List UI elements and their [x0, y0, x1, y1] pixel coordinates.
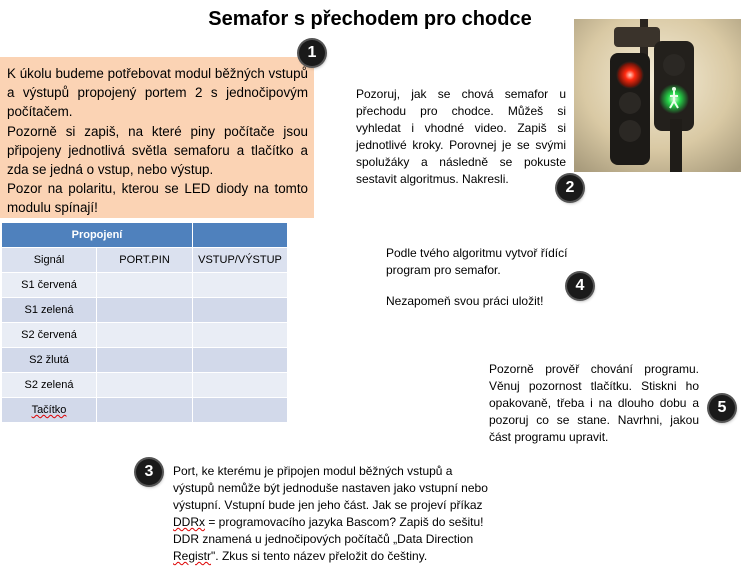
signal-cell: S1 červená [2, 273, 97, 298]
page-title: Semafor s přechodem pro chodce [208, 8, 532, 30]
task2-text: Pozoruj, jak se chová semafor u přechodu pro chodce. Můžeš si vyhledat i vhodné video. Zapiš si jednotlivé kroky. Porovnej je se svými spolužáky a následně se pokuste sestavit algoritmus. Nakresli. [356, 87, 566, 186]
step-badge-2: 2 [557, 175, 583, 201]
port-pin-cell[interactable] [97, 323, 193, 348]
port-pin-cell[interactable] [97, 373, 193, 398]
column-header-direction: VSTUP/VÝSTUP [193, 248, 288, 273]
step-badge-4: 4 [567, 273, 593, 299]
signal-cell [2, 398, 97, 423]
task1-paragraph-2: Pozorně si zapiš, na které piny počítače jsou připojeny jednotlivá světla semaforu a tlačítko a zda se jedná o vstup, nebo výstup. [7, 123, 308, 178]
step-badge-3: 3 [136, 459, 162, 485]
table-row [2, 298, 288, 323]
signal-cell: S2 červená [2, 323, 97, 348]
task4-text [386, 245, 586, 310]
task1-paragraph-3: Pozor na polaritu, kterou se LED diody na tomto modulu spínají! [7, 181, 308, 216]
port-pin-cell[interactable] [97, 348, 193, 373]
port-pin-cell[interactable] [97, 273, 193, 298]
signal-cell: S1 zelená [2, 298, 97, 323]
table-caption-blank [193, 223, 288, 248]
task4-line-1: Podle tvého algoritmu vytvoř řídící program pro semafor. [386, 246, 568, 277]
task4-line-2: Nezapomeň svou práci uložit! [386, 294, 544, 308]
traffic-light-photo [574, 19, 741, 172]
direction-cell[interactable] [193, 298, 288, 323]
column-header-signal: Signál [2, 248, 97, 273]
task1-paragraph-1: K úkolu budeme potřebovat modul běžných vstupů a výstupů propojený portem 2 s jednočipovým počítačem. [7, 66, 308, 120]
ddrx-command: DDRx [173, 515, 205, 529]
table-caption: Propojení [2, 223, 193, 248]
connection-table [1, 222, 288, 423]
direction-cell[interactable] [193, 273, 288, 298]
signal-cell: S2 zelená [2, 373, 97, 398]
table-row [2, 398, 288, 423]
task3-paragraph-2: DDR znamená u jednočipových počítačů „Data Direction Registr". Zkus si tento název přeložit do češtiny. [173, 532, 474, 563]
task3-paragraph-1: Port, ke kterému je připojen modul běžných vstupů a výstupů nemůže být jednoduše nastaven jako vstupní nebo výstupní. Vstupní bude jen jeho část. Jak se projeví příkaz DDRx = programovacího jazyka Bascom? Zapiš do sešitu! [173, 464, 488, 529]
direction-cell[interactable] [193, 373, 288, 398]
registr-word: Registr [173, 549, 212, 563]
step-badge-1: 1 [299, 40, 325, 66]
task5-text: Pozorně prověř chování programu. Věnuj pozornost tlačítku. Stiskni ho opakovaně, třeba i na dlouho dobu a pozoruj co se stane. Navrhni, jakou část programu upravit. [489, 362, 699, 444]
table-row [2, 373, 288, 398]
table-row [2, 273, 288, 298]
table-row [2, 323, 288, 348]
column-header-port-pin: PORT.PIN [97, 248, 193, 273]
button-signal-label: Tačítko [31, 404, 67, 416]
direction-cell[interactable] [193, 348, 288, 373]
table-row [2, 348, 288, 373]
signal-cell: S2 žlutá [2, 348, 97, 373]
direction-cell[interactable] [193, 398, 288, 423]
task3-text [173, 463, 491, 565]
step-badge-5: 5 [709, 395, 735, 421]
port-pin-cell[interactable] [97, 298, 193, 323]
direction-cell[interactable] [193, 323, 288, 348]
task-box-1 [0, 57, 314, 218]
port-pin-cell[interactable] [97, 398, 193, 423]
